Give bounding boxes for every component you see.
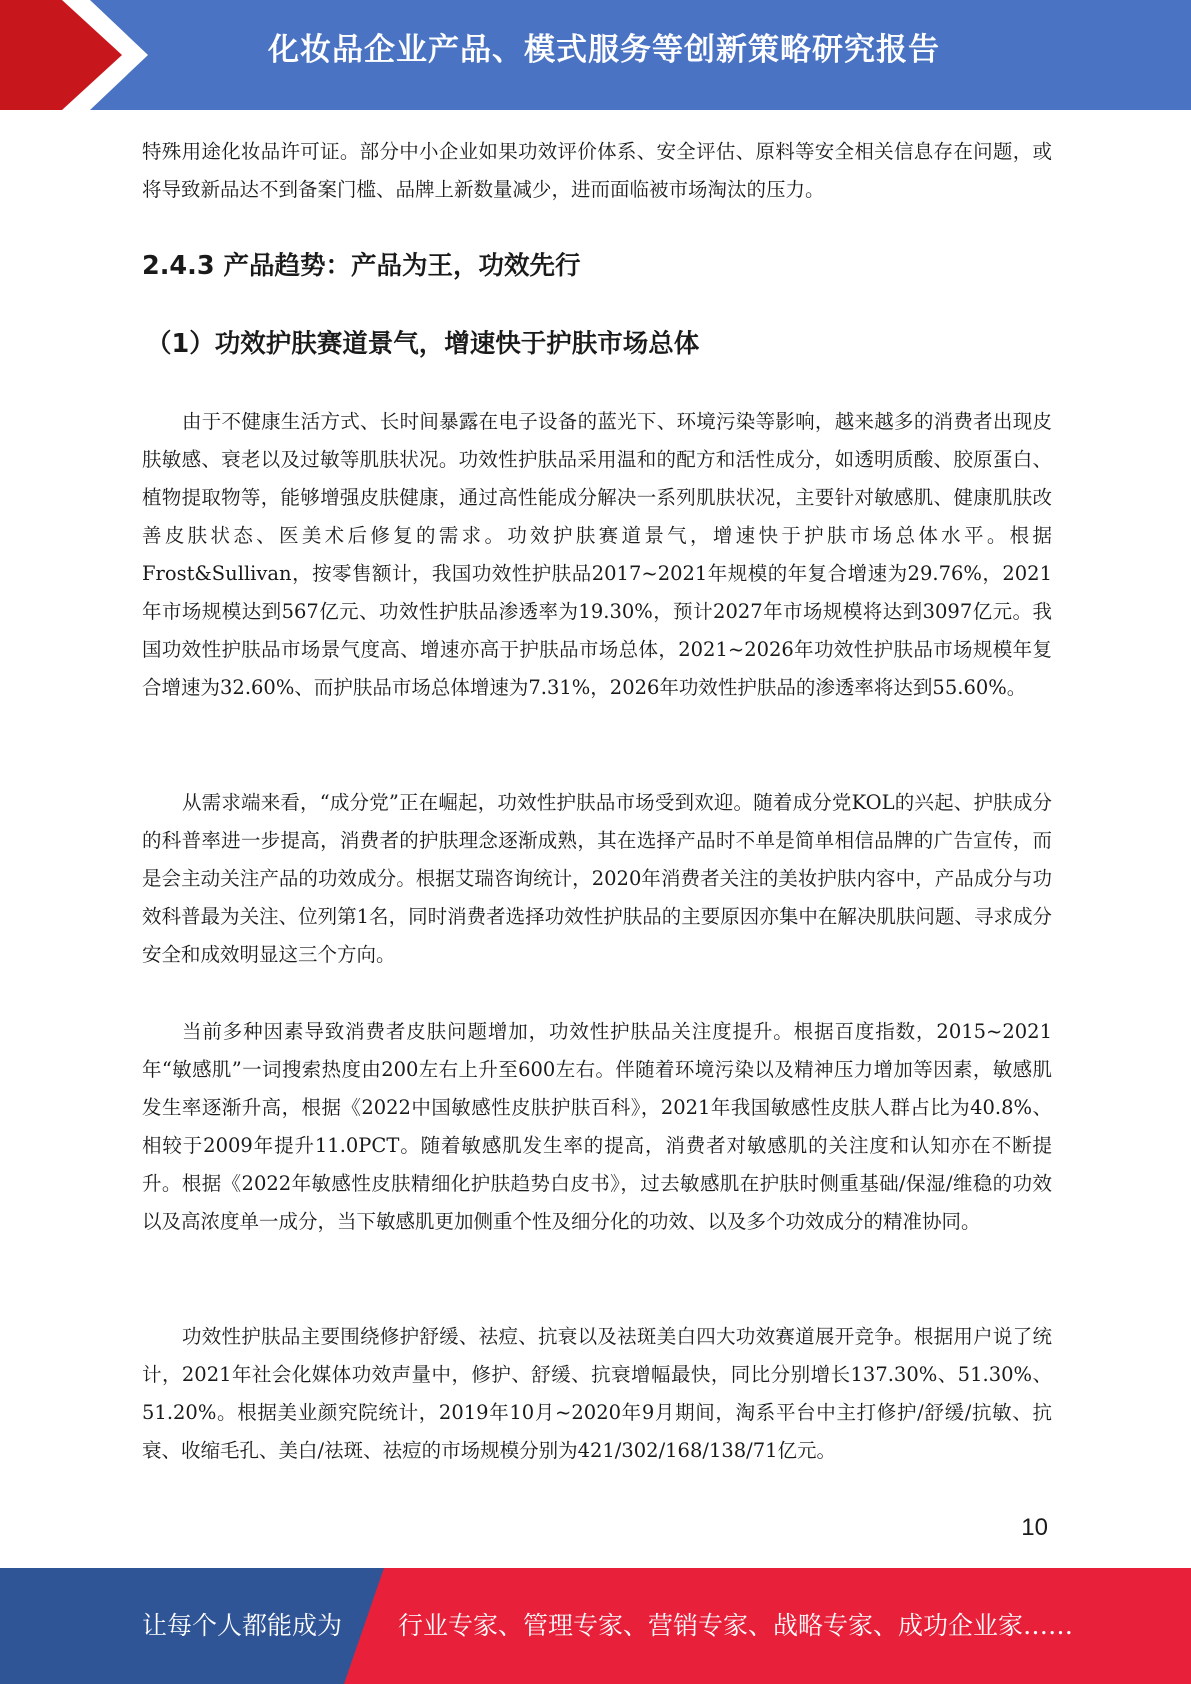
footer-slogan-left: 让每个人都能成为 xyxy=(142,1611,343,1640)
paragraph-block-2 xyxy=(142,784,1052,974)
paragraph-block-1 xyxy=(142,403,1052,707)
paragraph-block-3 xyxy=(142,1013,1052,1241)
page-number: 10 xyxy=(1021,1514,1048,1541)
intro-paragraph-block xyxy=(142,133,1052,209)
sub-heading: （1）功效护肤赛道景气，增速快于护肤市场总体 xyxy=(146,329,700,359)
header-title: 化妆品企业产品、模式服务等创新策略研究报告 xyxy=(268,32,940,68)
body-paragraph: 由于不健康生活方式、长时间暴露在电子设备的蓝光下、环境污染等影响，越来越多的消费者出现皮肤敏感、衰老以及过敏等肌肤状况。功效性护肤品采用温和的配方和活性成分，如透明质酸、胶原蛋白、植物提取物等，能够增强皮肤健康，通过高性能成分解决一系列肌肤状况，主要针对敏感肌、健康肌肤改善皮肤状态、医美术后修复的需求。功效护肤赛道景气，增速快于护肤市场总体水平。根据Frost&Sullivan，按零售额计，我国功效性护肤品2017~2021年规模的年复合增速为29.76%，2021年市场规模达到567亿元、功效性护肤品渗透率为19.30%，预计2027年市场规模将达到3097亿元。我国功效性护肤品市场景气度高、增速亦高于护肤品市场总体，2021~2026年功效性护肤品市场规模年复合增速为32.60%、而护肤品市场总体增速为7.31%，2026年功效性护肤品的渗透率将达到55.60%。 xyxy=(142,410,1052,699)
section-heading: 2.4.3 产品趋势：产品为王，功效先行 xyxy=(142,251,581,281)
header-arrow-shape xyxy=(0,0,150,110)
paragraph-block-4 xyxy=(142,1318,1052,1470)
header-banner xyxy=(0,0,1191,110)
footer-slogan-right: 行业专家、管理专家、营销专家、战略专家、成功企业家…… xyxy=(398,1611,1074,1640)
intro-paragraph: 特殊用途化妆品许可证。部分中小企业如果功效评价体系、安全评估、原料等安全相关信息存在问题，或将导致新品达不到备案门槛、品牌上新数量减少，进而面临被市场淘汰的压力。 xyxy=(142,140,1052,201)
body-paragraph: 功效性护肤品主要围绕修护舒缓、祛痘、抗衰以及祛斑美白四大功效赛道展开竞争。根据用户说了统计，2021年社会化媒体功效声量中，修护、舒缓、抗衰增幅最快，同比分别增长137.30%、51.30%、51.20%。根据美业颜究院统计，2019年10月~2020年9月期间，淘系平台中主打修护/舒缓/抗敏、抗衰、收缩毛孔、美白/祛斑、祛痘的市场规模分别为421/302/168/138/71亿元。 xyxy=(142,1325,1052,1462)
body-paragraph: 从需求端来看，“成分党”正在崛起，功效性护肤品市场受到欢迎。随着成分党KOL的兴起、护肤成分的科普率进一步提高，消费者的护肤理念逐渐成熟，其在选择产品时不单是简单相信品牌的广告宣传，而是会主动关注产品的功效成分。根据艾瑞咨询统计，2020年消费者关注的美妆护肤内容中，产品成分与功效科普最为关注、位列第1名，同时消费者选择功效性护肤品的主要原因亦集中在解决肌肤问题、寻求成分安全和成效明显这三个方向。 xyxy=(142,791,1052,966)
body-paragraph: 当前多种因素导致消费者皮肤问题增加，功效性护肤品关注度提升。根据百度指数，2015~2021年“敏感肌”一词搜索热度由200左右上升至600左右。伴随着环境污染以及精神压力增加等因素，敏感肌发生率逐渐升高，根据《2022中国敏感性皮肤护肤百科》，2021年我国敏感性皮肤人群占比为40.8%、相较于2009年提升11.0PCT。随着敏感肌发生率的提高，消费者对敏感肌的关注度和认知亦在不断提升。根据《2022年敏感性皮肤精细化护肤趋势白皮书》，过去敏感肌在护肤时侧重基础/保湿/维稳的功效以及高浓度单一成分，当下敏感肌更加侧重个性及细分化的功效、以及多个功效成分的精准协同。 xyxy=(142,1020,1052,1233)
footer-banner xyxy=(0,1568,1191,1684)
